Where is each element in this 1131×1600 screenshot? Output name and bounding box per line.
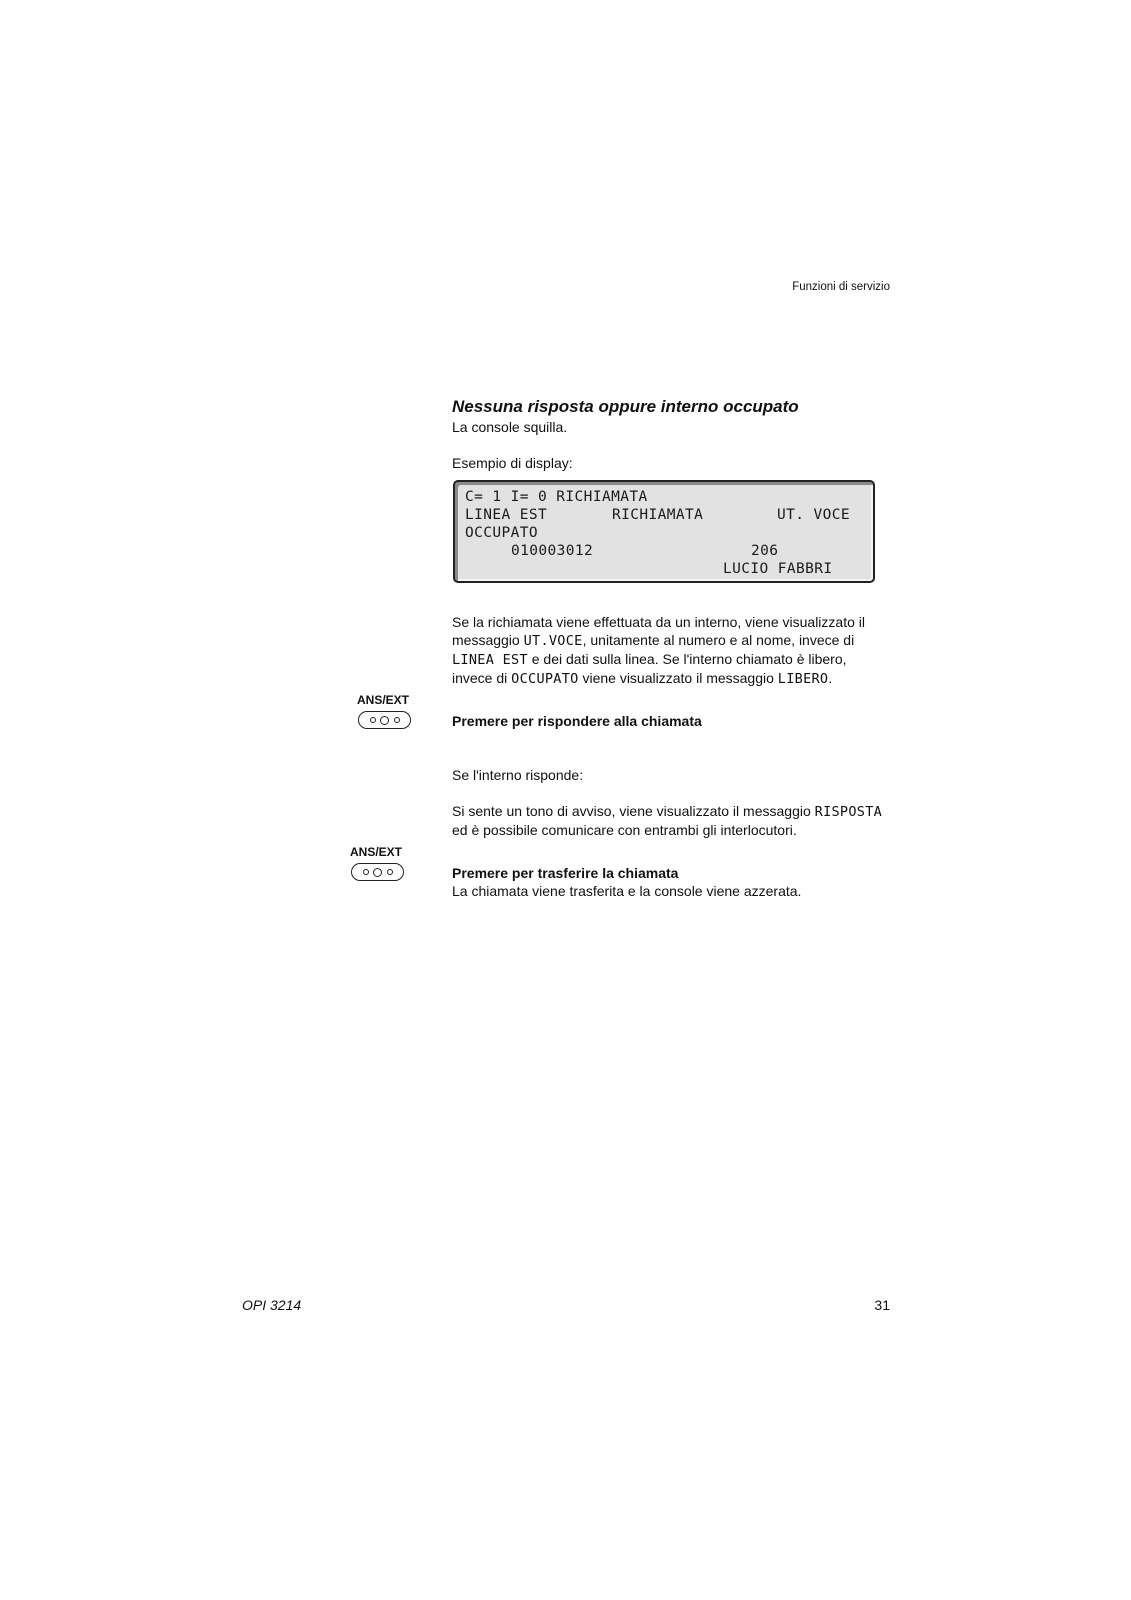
lcd-line-4-extension: 206: [751, 543, 779, 559]
lcd-display: [453, 480, 875, 583]
key-dot-icon: [380, 716, 389, 725]
key-dot-icon: [370, 717, 376, 723]
display-message-libero: LIBERO: [777, 671, 829, 687]
key-dot-icon: [394, 717, 400, 723]
text-span: viene visualizzato il messaggio: [578, 670, 778, 686]
text-span: Si sente un tono di avviso, viene visualizzato il messaggio: [452, 803, 815, 819]
ans-ext-key-icon: [358, 711, 411, 729]
text-span: , unitamente al numero e al nome, invece di: [582, 632, 855, 648]
step-transfer-instruction: Premere per trasferire la chiamata: [452, 865, 679, 881]
lcd-line-4-number: 010003012: [511, 543, 594, 559]
paragraph-line: ed è possibile comunicare con entrambi gli interlocutori.: [452, 822, 797, 838]
page-number: 31: [874, 1297, 890, 1313]
paragraph-richiamata: [452, 613, 892, 688]
lcd-line-5: LUCIO FABBRI: [723, 561, 833, 577]
text-span: invece di: [452, 670, 512, 686]
lcd-line-1: C= 1 I= 0 RICHIAMATA: [465, 489, 648, 505]
display-message-linea-est: LINEA EST: [452, 652, 528, 668]
paragraph-line: [452, 669, 892, 688]
paragraph-line: [452, 631, 892, 650]
lcd-line-3: OCCUPATO: [465, 525, 539, 541]
key-dot-icon: [363, 869, 369, 875]
ans-ext-key-icon: [351, 863, 404, 881]
ans-ext-key-label: ANS/EXT: [357, 693, 410, 707]
lcd-line-2-middle: RICHIAMATA: [612, 507, 704, 523]
step-answer-instruction: Premere per rispondere alla chiamata: [452, 713, 702, 729]
text-span: messaggio: [452, 632, 524, 648]
paragraph-risposta: [452, 802, 902, 839]
paragraph-line: [452, 650, 892, 669]
lcd-line-2-right: UT. VOCE: [777, 507, 851, 523]
display-message-occupato: OCCUPATO: [511, 671, 579, 687]
display-example-label: Esempio di display:: [452, 455, 573, 471]
text-span: .: [828, 670, 833, 686]
intro-text: La console squilla.: [452, 419, 568, 435]
key-dot-icon: [387, 869, 393, 875]
ans-ext-key-label: ANS/EXT: [350, 845, 403, 859]
text-span: Se la richiamata viene effettuata da un interno, viene visualizzato il: [452, 614, 865, 630]
key-dot-icon: [373, 868, 382, 877]
paragraph-line: [452, 802, 902, 821]
footer-product: OPI 3214: [242, 1297, 302, 1313]
section-title: Nessuna risposta oppure interno occupato: [452, 397, 799, 416]
step-transfer-result: La chiamata viene trasferita e la console viene azzerata.: [452, 883, 802, 899]
display-message-ut-voce: UT.VOCE: [523, 633, 583, 649]
display-message-risposta: RISPOSTA: [814, 804, 883, 820]
running-header: Funzioni di servizio: [792, 281, 890, 293]
text-span: e dei dati sulla linea. Se l'interno chiamato è libero,: [527, 651, 847, 667]
paragraph-line: [452, 613, 892, 631]
if-answer-text: Se l'interno risponde:: [452, 767, 584, 783]
lcd-line-2-left: LINEA EST: [465, 507, 548, 523]
